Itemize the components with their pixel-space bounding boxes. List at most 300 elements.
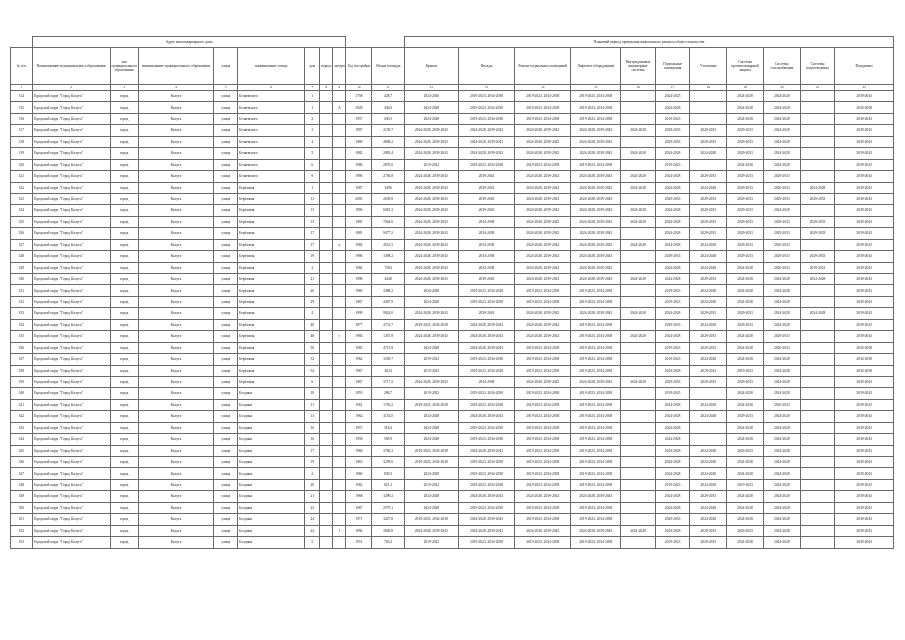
table-cell: 2019-2023, 2034-2038	[571, 457, 621, 468]
table-cell: 15	[305, 216, 320, 227]
table-cell: 2024-2028	[763, 136, 800, 147]
table-cell: Калуга	[138, 411, 214, 422]
table-row	[11, 239, 894, 250]
table-cell	[333, 434, 346, 445]
table-cell	[800, 296, 835, 307]
table-cell: 2024-2028	[621, 308, 656, 319]
table-cell: Болдина	[238, 525, 305, 536]
table-cell: 2019-2023, 2034-2038	[515, 102, 571, 113]
table-cell: 2019-2023, 2034-2038	[458, 502, 514, 513]
table-cell: 2029-2033	[727, 148, 764, 159]
column-number: 13	[458, 85, 514, 91]
table-cell	[320, 159, 333, 170]
table-cell: 2024-2028	[690, 457, 727, 468]
table-row	[11, 491, 894, 502]
table-row	[11, 171, 894, 182]
table-cell: 2024-2028	[655, 434, 690, 445]
table-cell: 2039-2043	[835, 376, 894, 387]
table-cell: 2024-2028	[655, 308, 690, 319]
table-cell: 2029-2033	[690, 342, 727, 353]
table-cell: 341	[11, 399, 33, 410]
table-cell: Калуга	[138, 479, 214, 490]
table-cell: 3049,8	[372, 525, 404, 536]
table-row	[11, 399, 894, 410]
table-cell: 319	[11, 148, 33, 159]
table-row	[11, 479, 894, 490]
table-cell: 2024-2028	[763, 537, 800, 548]
table-cell: 1963	[346, 457, 372, 468]
table-cell	[690, 113, 727, 124]
table-cell: 3717,2	[372, 376, 404, 387]
table-cell: Болдина	[238, 399, 305, 410]
table-cell: 2019-2023, 2034-2038	[571, 422, 621, 433]
table-cell	[800, 422, 835, 433]
table-cell: 2019-2023, 2034-2038	[458, 91, 514, 102]
column-header: Утепление	[690, 48, 727, 85]
table-cell	[320, 376, 333, 387]
table-cell: 2024-2028	[763, 525, 800, 536]
table-cell: 2024-2028	[621, 205, 656, 216]
table-cell: 2039-2043	[835, 479, 894, 490]
table-cell	[621, 411, 656, 422]
table-cell: 1982	[346, 148, 372, 159]
column-header: Системы противопожарной защиты	[727, 48, 764, 85]
table-cell	[333, 422, 346, 433]
table-cell: 328	[11, 251, 33, 262]
table-cell: 326	[11, 228, 33, 239]
table-cell: Городской округ "Город Калуга"	[32, 342, 110, 353]
table-cell: 2029-2033	[655, 136, 690, 147]
table-cell: город	[110, 125, 138, 136]
table-cell: 333	[11, 308, 33, 319]
table-cell: 2039-2043	[835, 308, 894, 319]
table-cell: 1758	[346, 91, 372, 102]
table-cell: 2024-2028	[727, 468, 764, 479]
table-row	[11, 251, 894, 262]
table-cell: 2039-2043	[458, 182, 514, 193]
table-cell: 4715,8	[372, 342, 404, 353]
table-row	[11, 91, 894, 102]
table-cell	[320, 537, 333, 548]
column-number: 8	[320, 85, 333, 91]
table-cell: 2039-2043	[835, 537, 894, 548]
table-cell: улица	[214, 274, 238, 285]
table-cell: Городской округ "Город Калуга"	[32, 376, 110, 387]
table-row	[11, 468, 894, 479]
table-cell	[621, 479, 656, 490]
table-cell: 2019-2023	[655, 159, 690, 170]
table-cell: 9	[305, 171, 320, 182]
table-cell: 2024-2028	[621, 182, 656, 193]
table-cell	[800, 399, 835, 410]
table-cell: 2024-2028, 2039-2043	[571, 228, 621, 239]
table-cell: 2039-2043	[835, 434, 894, 445]
table-cell: город	[110, 102, 138, 113]
table-cell: 353	[11, 537, 33, 548]
table-cell: 2019-2023, 2034-2038	[515, 514, 571, 525]
table-cell	[800, 91, 835, 102]
table-cell: улица	[214, 445, 238, 456]
table-cell: 2019-2023, 2034-2038	[571, 159, 621, 170]
table-cell: 2029-2033	[655, 319, 690, 330]
table-cell: 2024-2028, 2039-2043	[404, 308, 458, 319]
table-cell: 2039-2043	[835, 525, 894, 536]
table-cell: 2024-2028	[621, 274, 656, 285]
table-cell: 2024-2028	[727, 537, 764, 548]
table-cell: 2024-2028, 2039-2043	[571, 205, 621, 216]
table-cell: Беляевского	[238, 91, 305, 102]
table-cell: 320	[11, 159, 33, 170]
table-cell: 1967	[346, 365, 372, 376]
table-cell: 2024-2028	[621, 171, 656, 182]
table-cell: Болдина	[238, 434, 305, 445]
table-row	[11, 308, 894, 319]
table-cell	[621, 365, 656, 376]
table-cell: 2029-2033	[763, 239, 800, 250]
table-cell	[320, 468, 333, 479]
table-cell: 3	[305, 125, 320, 136]
table-cell: 2024-2028	[655, 411, 690, 422]
table-cell: 2024-2028	[690, 319, 727, 330]
table-cell: Берёзовая	[238, 205, 305, 216]
table-cell: улица	[214, 411, 238, 422]
table-cell: город	[110, 376, 138, 387]
table-cell: 2029-2033	[690, 308, 727, 319]
table-cell: 2019-2023, 2034-2038	[571, 319, 621, 330]
table-cell: 2024-2028	[690, 285, 727, 296]
table-cell	[320, 125, 333, 136]
table-row	[11, 274, 894, 285]
table-cell: улица	[214, 479, 238, 490]
table-cell	[800, 113, 835, 124]
column-header: Фасады	[458, 48, 514, 85]
table-cell: 1	[333, 525, 346, 536]
table-cell	[333, 411, 346, 422]
table-cell: 2019-2023, 2034-2038	[571, 537, 621, 548]
table-row	[11, 457, 894, 468]
table-cell: город	[110, 411, 138, 422]
table-cell: город	[110, 274, 138, 285]
table-cell: улица	[214, 354, 238, 365]
table-cell: 2029-2033	[763, 171, 800, 182]
group-plan: Плановый период проведения капитального ремонта общего имущества	[404, 37, 893, 48]
table-cell: 325	[11, 216, 33, 227]
table-cell: 2024-2028	[655, 205, 690, 216]
table-cell: 2024-2028	[404, 342, 458, 353]
table-cell: улица	[214, 239, 238, 250]
table-cell: 2024-2028	[404, 502, 458, 513]
table-cell: 2029-2033	[655, 376, 690, 387]
table-cell	[320, 171, 333, 182]
table-cell: 6	[305, 159, 320, 170]
table-cell: 569,9	[372, 434, 404, 445]
table-cell: 2024-2028	[763, 159, 800, 170]
table-cell: 2039-2043	[835, 502, 894, 513]
table-cell: 2024-2028, 2039-2043	[515, 136, 571, 147]
table-cell: улица	[214, 319, 238, 330]
table-cell: 2024-2028	[655, 422, 690, 433]
table-cell: 3299,2	[372, 491, 404, 502]
table-cell: 2024-2028	[727, 434, 764, 445]
table-row	[11, 205, 894, 216]
table-cell: Калуга	[138, 354, 214, 365]
table-cell: 2039-2043	[458, 193, 514, 204]
table-cell: Городской округ "Город Калуга"	[32, 457, 110, 468]
table-cell: 2019-2023, 2034-2038	[571, 331, 621, 342]
table-cell: 2034-2038	[835, 342, 894, 353]
table-cell: 1994	[346, 205, 372, 216]
table-cell: 1957	[346, 422, 372, 433]
table-cell: 21	[305, 491, 320, 502]
table-cell	[621, 193, 656, 204]
table-cell: 2024-2028	[763, 479, 800, 490]
table-row	[11, 136, 894, 147]
table-cell	[621, 502, 656, 513]
table-cell: 2039-2043	[835, 296, 894, 307]
table-cell: 2024-2028	[690, 182, 727, 193]
table-cell: 2019-2023, 2034-2038	[571, 468, 621, 479]
table-row	[11, 411, 894, 422]
column-number: 14	[515, 85, 571, 91]
table-cell: 2019-2023	[655, 296, 690, 307]
table-cell	[800, 102, 835, 113]
table-cell: 2024-2028	[655, 365, 690, 376]
table-cell: 2024-2028	[404, 422, 458, 433]
table-cell	[800, 514, 835, 525]
table-cell: 347	[11, 468, 33, 479]
table-cell: 2024-2028, 2039-2043	[515, 525, 571, 536]
table-cell: Городской округ "Город Калуга"	[32, 113, 110, 124]
table-cell: 2029-2033	[800, 228, 835, 239]
table-cell	[800, 159, 835, 170]
table-cell: 6081,3	[372, 205, 404, 216]
table-cell: Городской округ "Город Калуга"	[32, 125, 110, 136]
table-cell: улица	[214, 491, 238, 502]
table-cell: 2034-2038	[458, 239, 514, 250]
table-cell: 2024-2028	[763, 388, 800, 399]
table-cell: 2039-2043	[835, 136, 894, 147]
column-number: 5	[214, 85, 238, 91]
column-number: 2	[32, 85, 110, 91]
table-cell: 4541,5	[372, 239, 404, 250]
table-cell: Городской округ "Город Калуга"	[32, 136, 110, 147]
table-cell: 2029-2033	[690, 205, 727, 216]
table-cell: 346	[11, 457, 33, 468]
table-cell: 2019-2023	[404, 365, 458, 376]
table-cell: 338	[11, 365, 33, 376]
column-header: Внутридомовые инженерные системы	[621, 48, 656, 85]
table-cell: 4407,9	[372, 296, 404, 307]
table-cell: 2024-2028	[727, 262, 764, 273]
table-cell: Городской округ "Город Калуга"	[32, 274, 110, 285]
table-cell: Городской округ "Город Калуга"	[32, 228, 110, 239]
table-cell: 336	[11, 342, 33, 353]
table-cell: 2019-2023, 2034-2038	[571, 434, 621, 445]
table-cell: город	[110, 228, 138, 239]
table-cell: улица	[214, 502, 238, 513]
table-cell	[800, 319, 835, 330]
table-cell: 2024-2028, 2039-2043	[404, 239, 458, 250]
table-cell: 52	[305, 354, 320, 365]
table-cell: Болдина	[238, 388, 305, 399]
table-cell: 2024-2028	[404, 102, 458, 113]
table-cell: город	[110, 171, 138, 182]
table-cell: 1986	[346, 159, 372, 170]
header-spacer	[346, 37, 404, 48]
table-cell	[800, 136, 835, 147]
table-cell: город	[110, 422, 138, 433]
table-cell: 2024-2028	[763, 514, 800, 525]
table-cell: 2024-2028, 2039-2043	[404, 376, 458, 387]
table-cell: улица	[214, 457, 238, 468]
table-cell: 2024-2028, 2039-2043	[458, 331, 514, 342]
table-cell: 2024-2028, 2039-2043	[515, 319, 571, 330]
table-cell: 2019-2023, 2034-2038	[458, 537, 514, 548]
table-cell: улица	[214, 228, 238, 239]
table-cell: Калуга	[138, 514, 214, 525]
column-header: Ремонт подвальных помещений	[515, 48, 571, 85]
column-header: наименование улицы	[238, 48, 305, 85]
table-cell: 7384	[372, 262, 404, 273]
table-cell: 23	[305, 502, 320, 513]
table-cell: 2024-2028	[763, 411, 800, 422]
table-cell	[320, 308, 333, 319]
table-cell: 321	[11, 171, 33, 182]
table-cell: 2024-2028, 2039-2043	[571, 376, 621, 387]
table-cell: Городской округ "Город Калуга"	[32, 319, 110, 330]
table-cell: 2019-2023	[404, 388, 458, 399]
table-cell: 2024-2028	[763, 113, 800, 124]
table-cell: город	[110, 159, 138, 170]
table-cell: Беляевского	[238, 136, 305, 147]
table-cell	[621, 434, 656, 445]
table-cell: 2029-2033	[727, 319, 764, 330]
column-header: корпус	[320, 48, 333, 85]
table-cell: 342	[11, 411, 33, 422]
table-cell: 2019-2023	[727, 479, 764, 490]
table-cell: 2024-2028, 2039-2043	[458, 514, 514, 525]
table-cell: 2024-2028	[655, 525, 690, 536]
table-cell: Болдина	[238, 422, 305, 433]
table-cell: 2029-2033	[763, 182, 800, 193]
table-cell: 2024-2028, 2039-2043	[515, 182, 571, 193]
table-cell	[333, 399, 346, 410]
table-cell: 2029-2033	[690, 537, 727, 548]
table-cell: Беляевского	[238, 102, 305, 113]
table-cell: Калуга	[138, 136, 214, 147]
table-cell: 2019-2023, 2034-2038	[458, 388, 514, 399]
table-cell: 2019-2023, 2034-2038	[458, 479, 514, 490]
table-cell: 2039-2043	[458, 171, 514, 182]
table-cell: 2024-2028	[655, 262, 690, 273]
table-cell: 318	[11, 136, 33, 147]
table-cell: Берёзовая	[238, 308, 305, 319]
table-cell: Калуга	[138, 91, 214, 102]
table-cell: 2024-2028	[763, 491, 800, 502]
table-cell: 2024-2028	[727, 342, 764, 353]
table-cell	[320, 296, 333, 307]
table-cell: 7044,6	[372, 216, 404, 227]
column-number: 12	[404, 85, 458, 91]
table-cell	[320, 525, 333, 536]
table-row	[11, 342, 894, 353]
table-cell	[320, 193, 333, 204]
table-cell: Городской округ "Город Калуга"	[32, 411, 110, 422]
table-cell: 1984	[346, 331, 372, 342]
table-cell: 2024-2028	[763, 319, 800, 330]
table-cell: 2039-2043	[835, 411, 894, 422]
table-cell: 2024-2028, 2039-2043	[404, 274, 458, 285]
table-cell: 2029-2033	[800, 216, 835, 227]
table-cell: 2029-2033	[763, 399, 800, 410]
table-cell: 2024-2028, 2039-2043	[458, 525, 514, 536]
table-row	[11, 525, 894, 536]
table-cell: Болдина	[238, 491, 305, 502]
table-cell	[333, 91, 346, 102]
table-cell: 2024-2028, 2039-2043	[404, 148, 458, 159]
table-row	[11, 376, 894, 387]
table-cell: улица	[214, 422, 238, 433]
table-cell: 2019-2023, 2034-2038	[458, 354, 514, 365]
table-cell	[320, 274, 333, 285]
table-cell	[320, 91, 333, 102]
table-cell: 2039-2043	[835, 193, 894, 204]
table-cell	[320, 102, 333, 113]
column-number: 19	[727, 85, 764, 91]
table-cell: Берёзовая	[238, 285, 305, 296]
table-cell: Калуга	[138, 422, 214, 433]
table-cell: 1990	[346, 171, 372, 182]
table-cell	[690, 102, 727, 113]
table-cell: 286,7	[372, 388, 404, 399]
table-cell: 2019-2023, 2034-2038	[515, 445, 571, 456]
table-cell	[333, 319, 346, 330]
table-cell	[333, 159, 346, 170]
table-cell: 2019-2023, 2034-2038	[515, 479, 571, 490]
table-cell: 2024-2028	[763, 354, 800, 365]
table-cell	[320, 331, 333, 342]
table-cell	[800, 457, 835, 468]
table-cell: Калуга	[138, 468, 214, 479]
table-cell: 340	[11, 388, 33, 399]
table-cell: Калуга	[138, 228, 214, 239]
table-cell: 2019-2023, 2034-2038	[458, 365, 514, 376]
table-cell: 2029-2033	[690, 171, 727, 182]
table-cell	[320, 251, 333, 262]
table-cell: 1967	[346, 296, 372, 307]
column-number: 3	[110, 85, 138, 91]
table-cell	[320, 148, 333, 159]
column-header: Системы водоотведения	[800, 48, 835, 85]
table-cell: Берёзовая	[238, 193, 305, 204]
table-cell	[333, 136, 346, 147]
table-cell: 2024-2028	[690, 514, 727, 525]
column-header: Крыши	[404, 48, 458, 85]
column-number: 15	[571, 85, 621, 91]
table-cell: Калуга	[138, 296, 214, 307]
table-cell: улица	[214, 468, 238, 479]
table-cell: Калуга	[138, 376, 214, 387]
table-cell	[800, 491, 835, 502]
column-headers	[11, 48, 894, 85]
table-cell: 322	[11, 182, 33, 193]
table-cell	[800, 434, 835, 445]
table-cell	[333, 342, 346, 353]
table-cell: 2029-2033	[727, 251, 764, 262]
table-cell: Калуга	[138, 502, 214, 513]
table-cell: 1968	[346, 445, 372, 456]
table-cell: 1960	[346, 468, 372, 479]
